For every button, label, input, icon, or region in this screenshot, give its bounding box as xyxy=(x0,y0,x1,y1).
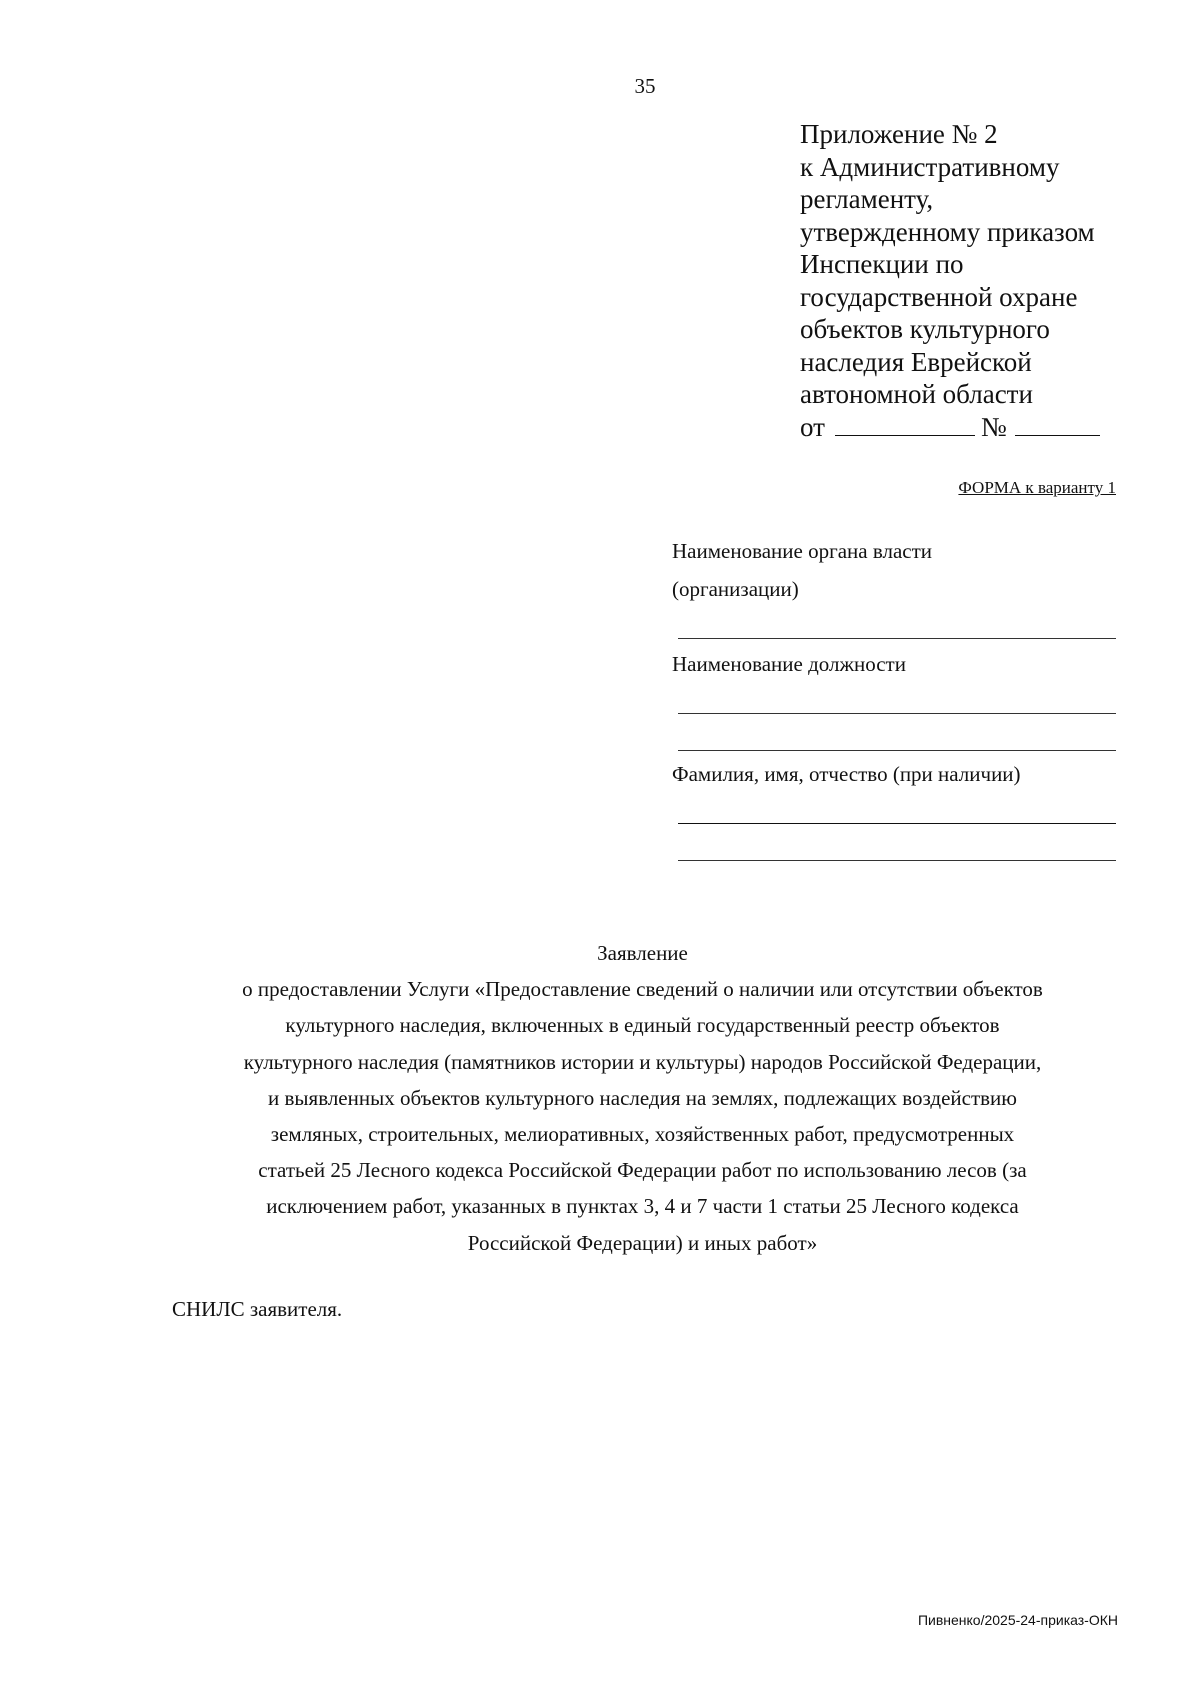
number-blank[interactable] xyxy=(1015,411,1100,436)
position-label: Наименование должности xyxy=(672,652,906,676)
appendix-line: автономной области xyxy=(800,379,1033,409)
appendix-line: к Административному xyxy=(800,151,1060,182)
appendix-line: объектов культурного xyxy=(800,314,1050,344)
appendix-header xyxy=(800,118,1130,443)
authority-label-sub: (организации) xyxy=(672,577,799,601)
statement-line: статьей 25 Лесного кодекса Российской Федерации работ по использованию лесов (за xyxy=(258,1158,1027,1183)
date-prefix: от xyxy=(800,411,825,442)
footer-document-code: Пивненко/2025-24-приказ-ОКН xyxy=(917,1612,1118,1628)
appendix-line: утвержденному приказом xyxy=(800,216,1095,247)
statement-line: земляных, строительных, мелиоративных, хозяйственных работ, предусмотренных xyxy=(270,1122,1015,1147)
position-fill-line-2[interactable] xyxy=(678,750,1116,751)
snils-label: СНИЛС заявителя. xyxy=(172,1297,343,1321)
statement-title: Заявление xyxy=(597,941,688,965)
appendix-line: регламенту, xyxy=(800,184,934,214)
page-number: 35 xyxy=(634,74,656,98)
statement-line: и выявленных объектов культурного наследия на землях, подлежащих воздействию xyxy=(268,1085,1017,1110)
fullname-fill-line[interactable] xyxy=(678,823,1116,824)
statement-line: исключением работ, указанных в пунктах 3, 4 и 7 части 1 статьи 25 Лесного кодекса xyxy=(266,1194,1019,1219)
appendix-line: наследия Еврейской xyxy=(800,346,1032,377)
addressee-block xyxy=(672,532,1116,861)
fullname-fill-line-2[interactable] xyxy=(678,860,1116,861)
date-blank[interactable] xyxy=(835,411,975,436)
statement-line: о предоставлении Услуги «Предоставление сведений о наличии или отсутствии объектов xyxy=(242,977,1043,1002)
appendix-date-number-line xyxy=(800,411,1130,444)
form-variant-label: ФОРМА к варианту 1 xyxy=(958,478,1116,497)
authority-fill-line[interactable] xyxy=(678,638,1116,639)
appendix-line: Инспекции по xyxy=(800,249,964,279)
fullname-label: Фамилия, имя, отчество (при наличии) xyxy=(672,762,1021,786)
statement-block xyxy=(150,935,1135,1261)
statement-line: культурного наследия (памятников истории и культуры) народов Российской Федерации, xyxy=(243,1049,1042,1074)
statement-line: Российской Федерации) и иных работ» xyxy=(467,1230,818,1255)
authority-label: Наименование органа власти xyxy=(672,539,932,563)
appendix-line: Приложение № 2 xyxy=(800,119,998,149)
appendix-line: государственной охране xyxy=(800,281,1078,312)
number-sign: № xyxy=(980,411,1007,442)
position-fill-line[interactable] xyxy=(678,713,1116,714)
statement-line: культурного наследия, включенных в единый государственный реестр объектов xyxy=(285,1013,1000,1038)
